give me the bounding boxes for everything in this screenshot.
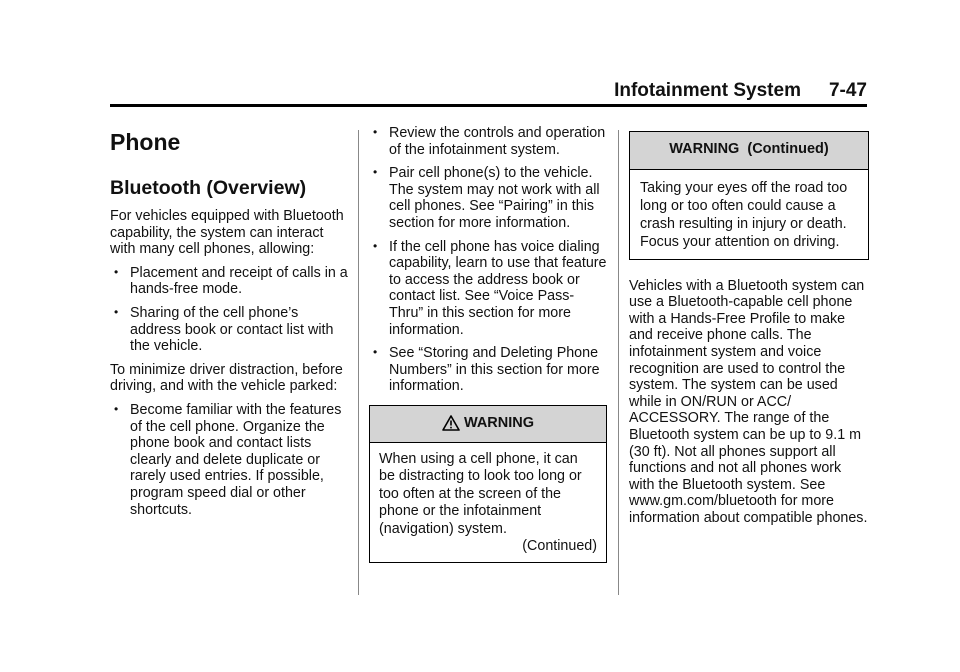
header-rule: [110, 104, 867, 107]
list-item: • Placement and receipt of calls in a hands-free mode.: [114, 264, 348, 298]
warning-body: Taking your eyes off the road too long or too often could cause a crash resulting in injury or death. Focus your attention on driving.: [640, 179, 848, 250]
warning-body: When using a cell phone, it can be distracting to look too long or too often at the screen of the phone or the infotainment (navigation) system. (Continued): [379, 450, 597, 554]
warning-title: WARNING (Continued): [669, 141, 829, 157]
prep-list-continued: [369, 125, 607, 395]
bullet-icon: •: [373, 345, 378, 360]
page-number: 7-47: [828, 80, 867, 101]
bullet-icon: •: [114, 401, 119, 416]
chapter-title: Phone: [110, 129, 181, 155]
list-item: • Sharing of the cell phone’s address book or contact list with the vehicle.: [114, 304, 334, 355]
warning-header: [370, 406, 606, 443]
section-heading: Bluetooth (Overview): [110, 177, 307, 199]
distraction-paragraph: To minimize driver distraction, before driving, and with the vehicle parked:: [110, 361, 343, 395]
continued-label: (Continued): [522, 538, 597, 554]
column-divider: [618, 130, 619, 595]
column-3: [629, 125, 869, 534]
list-item: • Review the controls and operation of the infotainment system.: [373, 125, 606, 158]
feature-list: [110, 265, 348, 355]
list-item: • If the cell phone has voice dialing capability, learn to use that feature to access the address book or contact list. See “Voice Pass-Thru” in this section for more information.: [373, 238, 607, 338]
intro-paragraph: For vehicles equipped with Bluetooth capability, the system can interact with many cell phones, allowing:: [110, 208, 344, 258]
list-item: • Pair cell phone(s) to the vehicle. The system may not work with all cell phones. See “Pairing” in this section for more information.: [373, 165, 600, 231]
bullet-icon: •: [373, 125, 378, 139]
column-1: [110, 125, 348, 525]
column-2: [369, 125, 607, 563]
page-header: [110, 80, 867, 104]
warning-title: WARNING: [463, 414, 535, 431]
bullet-icon: •: [114, 264, 119, 279]
section-title: Infotainment System: [614, 80, 801, 101]
bullet-icon: •: [373, 165, 378, 180]
bullet-icon: •: [373, 238, 378, 253]
prep-list: [110, 402, 348, 518]
list-item: • See “Storing and Deleting Phone Numbers” in this section for more information.: [373, 345, 600, 395]
warning-header: [630, 132, 868, 170]
bluetooth-paragraph: Vehicles with a Bluetooth system can use a Bluetooth-capable cell phone with a Hands-Free Profile to make and receive phone calls. The infotainment system and voice recognition are used to control the system. The system can be used while in ON/RUN or ACC/ ACCESSORY. The range of the Bluetooth system can be up to 9.1 m (30 ft). Not all phones support all functions and not all phones work with the Bluetooth system. See www.gm.com/bluetooth for more information about compatible phones.: [629, 277, 868, 526]
bullet-icon: •: [114, 304, 119, 319]
warning-box-continued: [629, 131, 869, 260]
warning-box: [369, 405, 607, 563]
warning-triangle-icon: [442, 415, 460, 431]
list-item: • Become familiar with the features of the cell phone. Organize the phone book and contact lists clearly and delete duplicate or rarely used entries. If possible, program speed dial or other shortcuts.: [114, 401, 342, 518]
column-divider: [358, 130, 359, 595]
